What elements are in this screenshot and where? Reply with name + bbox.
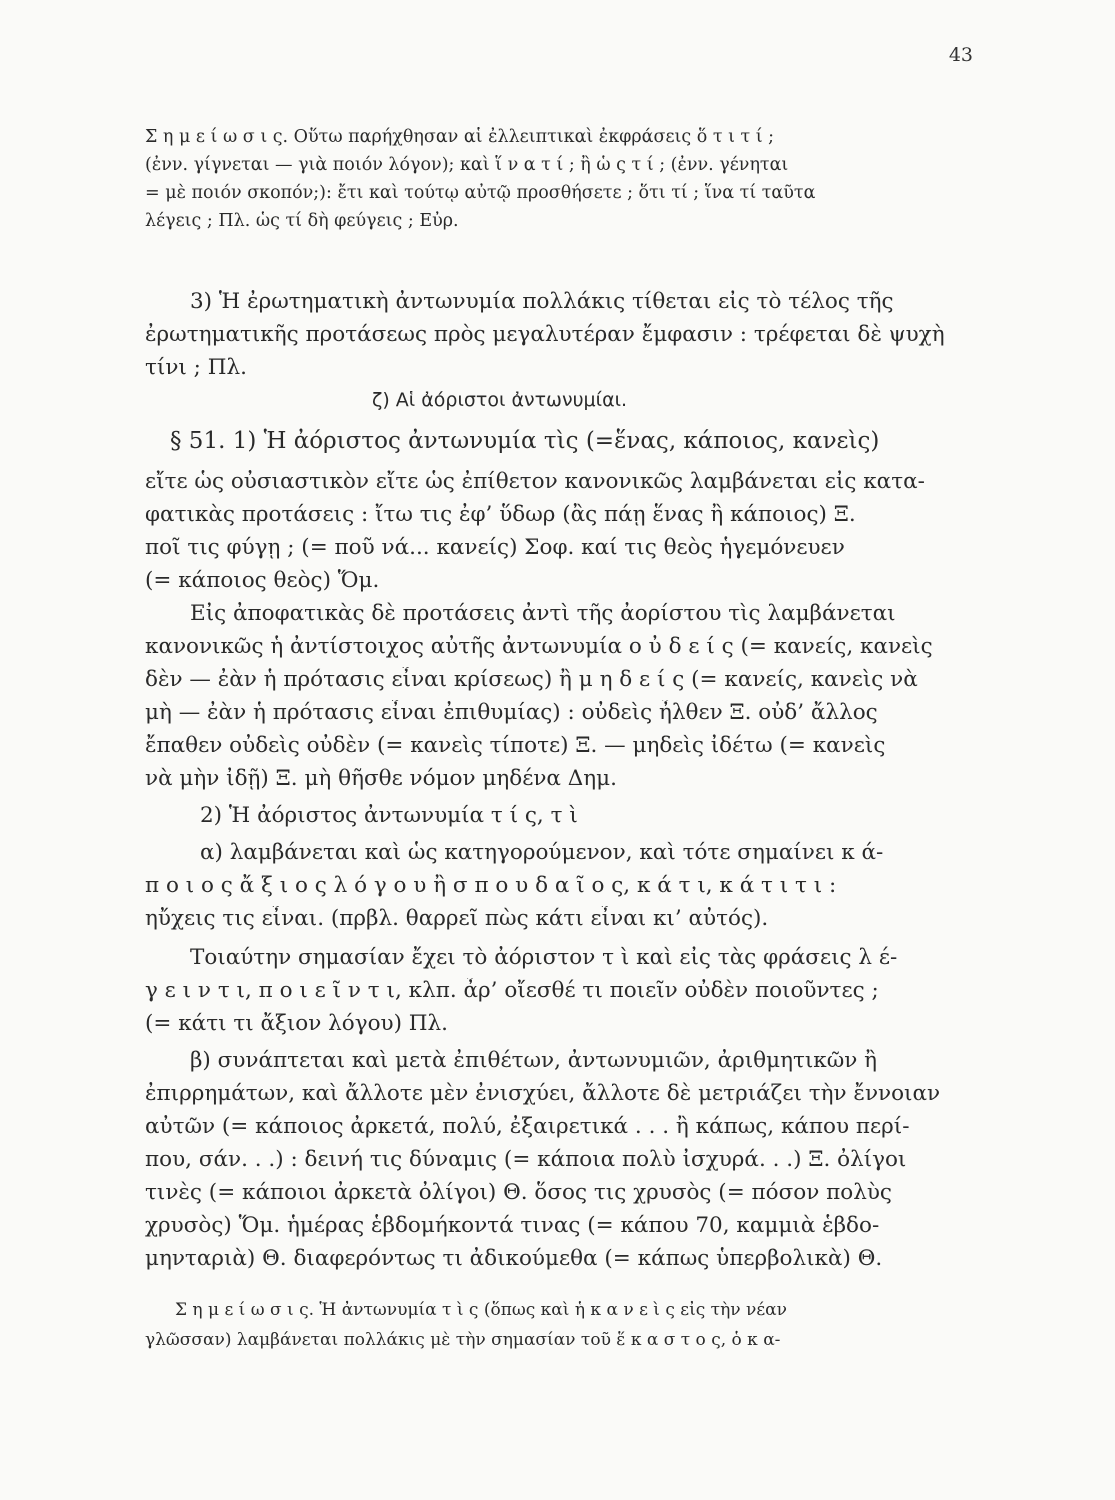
text-line: (= κάποιος θεὸς) Ὅμ. bbox=[145, 568, 380, 593]
text-line: ποῖ τις φύγῃ ; (= ποῦ νά... κανείς) Σοφ. καί τις θεὸς ἡγεμόνευεν bbox=[145, 535, 845, 560]
text-line: τίνι ; Πλ. bbox=[145, 355, 247, 380]
text-line: ἐπιρρημάτων, καὶ ἄλλοτε μὲν ἐνισχύει, ἄλλοτε δὲ μετριάζει τὴν ἔννοιαν bbox=[145, 1081, 941, 1106]
note-line: Σ η μ ε ί ω σ ι ς. Οὕτω παρήχθησαν αἱ ἐλλειπτικαὶ ἐκφράσεις ὅ τ ι τ ί ; bbox=[145, 127, 775, 147]
text-line: (= κάτι τι ἄξιον λόγου) Πλ. bbox=[145, 1011, 449, 1036]
text-line: αὐτῶν (= κάποιος ἀρκετά, πολύ, ἐξαιρετικά . . . ἢ κάπως, κάπου περί- bbox=[145, 1114, 910, 1139]
text-line: εἴτε ὡς οὐσιαστικὸν εἴτε ὡς ἐπίθετον κανονικῶς λαμβάνεται εἰς κατα- bbox=[145, 469, 925, 494]
section-title: ζ) Αἱ ἀόριστοι ἀντωνυμίαι. bbox=[372, 389, 628, 411]
text-line: μηνταριὰ) Θ. διαφερόντως τι ἀδικούμεθα (= κάπως ὑπερβολικὰ) Θ. bbox=[145, 1246, 883, 1271]
note-line: (ἐνν. γίγνεται — γιὰ ποιόν λόγον); καὶ ἵ ν α τ ί ; ἢ ὡ ς τ ί ; (ἐνν. γένηται bbox=[145, 155, 789, 175]
text-line: β) συνάπτεται καὶ μετὰ ἐπιθέτων, ἀντωνυμιῶν, ἀριθμητικῶν ἢ bbox=[190, 1048, 878, 1073]
text-line: τινὲς (= κάποιοι ἀρκετὰ ὀλίγοι) Θ. ὅσος τις χρυσὸς (= πόσον πολὺς bbox=[145, 1180, 892, 1205]
text-line: ηὔχεις τις εἶναι. (πρβλ. θαρρεῖ πὼς κάτι εἶναι κι’ αὐτός). bbox=[145, 906, 769, 931]
text-line: 3) Ἡ ἐρωτηματικὴ ἀντωνυμία πολλάκις τίθεται εἰς τὸ τέλος τῆς bbox=[190, 289, 894, 314]
text-line: φατικὰς προτάσεις : ἴτω τις ἐφ’ ὕδωρ (ἂς πάῃ ἕνας ἢ κάποιος) Ξ. bbox=[145, 502, 856, 527]
text-line: 2) Ἡ ἀόριστος ἀντωνυμία τ ί ς, τ ὶ bbox=[200, 803, 578, 828]
note-line: γλῶσσαν) λαμβάνεται πολλάκις μὲ τὴν σημασίαν τοῦ ἕ κ α σ τ ο ς, ὁ κ α- bbox=[145, 1330, 781, 1350]
text-line: π ο ι ο ς ἄ ξ ι ο ς λ ό γ ο υ ἢ σ π ο υ δ α ῖ ο ς, κ ά τ ι, κ ά τ ι τ ι : bbox=[145, 873, 837, 898]
text-line: Εἰς ἀποφατικὰς δὲ προτάσεις ἀντὶ τῆς ἀορίστου τὶς λαμβάνεται bbox=[190, 601, 896, 626]
text-line: που, σάν. . .) : δεινή τις δύναμις (= κάποια πολὺ ἰσχυρά. . .) Ξ. ὀλίγοι bbox=[145, 1147, 907, 1172]
note-line: = μὲ ποιόν σκοπόν;): ἔτι καὶ τούτῳ αὐτῷ προσθήσετε ; ὅτι τί ; ἵνα τί ταῦτα bbox=[145, 183, 816, 203]
text-line: α) λαμβάνεται καὶ ὡς κατηγορούμενον, καὶ τότε σημαίνει κ ά- bbox=[200, 840, 884, 865]
text-line: μὴ — ἐὰν ἡ πρότασις εἶναι ἐπιθυμίας) : οὐδεὶς ἦλθεν Ξ. οὐδ’ ἄλλος bbox=[145, 700, 878, 725]
note-line: λέγεις ; Πλ. ὡς τί δὴ φεύγεις ; Εὐρ. bbox=[145, 211, 459, 231]
text-line: νὰ μὴν ἰδῇ) Ξ. μὴ θῆσθε νόμον μηδένα Δημ. bbox=[145, 766, 617, 791]
note-line: Σ η μ ε ί ω σ ι ς. Ἡ ἀντωνυμία τ ὶ ς (ὅπως καὶ ἡ κ α ν ε ὶ ς εἰς τὴν νέαν bbox=[175, 1300, 787, 1320]
section-heading-line: § 51. 1) Ἡ ἀόριστος ἀντωνυμία τὶς (=ἕνας, κάποιος, κανεὶς) bbox=[170, 428, 880, 454]
text-line: κανονικῶς ἡ ἀντίστοιχος αὐτῆς ἀντωνυμία ο ὐ δ ε ί ς (= κανείς, κανεὶς bbox=[145, 634, 933, 659]
text-line: δὲν — ἐὰν ἡ πρότασις εἶναι κρίσεως) ἢ μ η δ ε ί ς (= κανείς, κανεὶς νὰ bbox=[145, 667, 918, 692]
text-line: ἔπαθεν οὐδεὶς οὐδὲν (= κανεὶς τίποτε) Ξ. — μηδεὶς ἰδέτω (= κανεὶς bbox=[145, 733, 886, 758]
text-line: Τοιαύτην σημασίαν ἔχει τὸ ἀόριστον τ ὶ καὶ εἰς τὰς φράσεις λ έ- bbox=[190, 945, 898, 970]
text-line: ἐρωτηματικῆς προτάσεως πρὸς μεγαλυτέραν ἔμφασιν : τρέφεται δὲ ψυχὴ bbox=[145, 322, 945, 347]
page-number: 43 bbox=[948, 44, 973, 66]
text-line: γ ε ι ν τ ι, π ο ι ε ῖ ν τ ι, κλπ. ἆρ’ οἴεσθέ τι ποιεῖν οὐδὲν ποιοῦντες ; bbox=[145, 978, 879, 1003]
text-line: χρυσὸς) Ὅμ. ἡμέρας ἑβδομήκοντά τινας (= κάπου 70, καμμιὰ ἑβδο- bbox=[145, 1213, 880, 1238]
